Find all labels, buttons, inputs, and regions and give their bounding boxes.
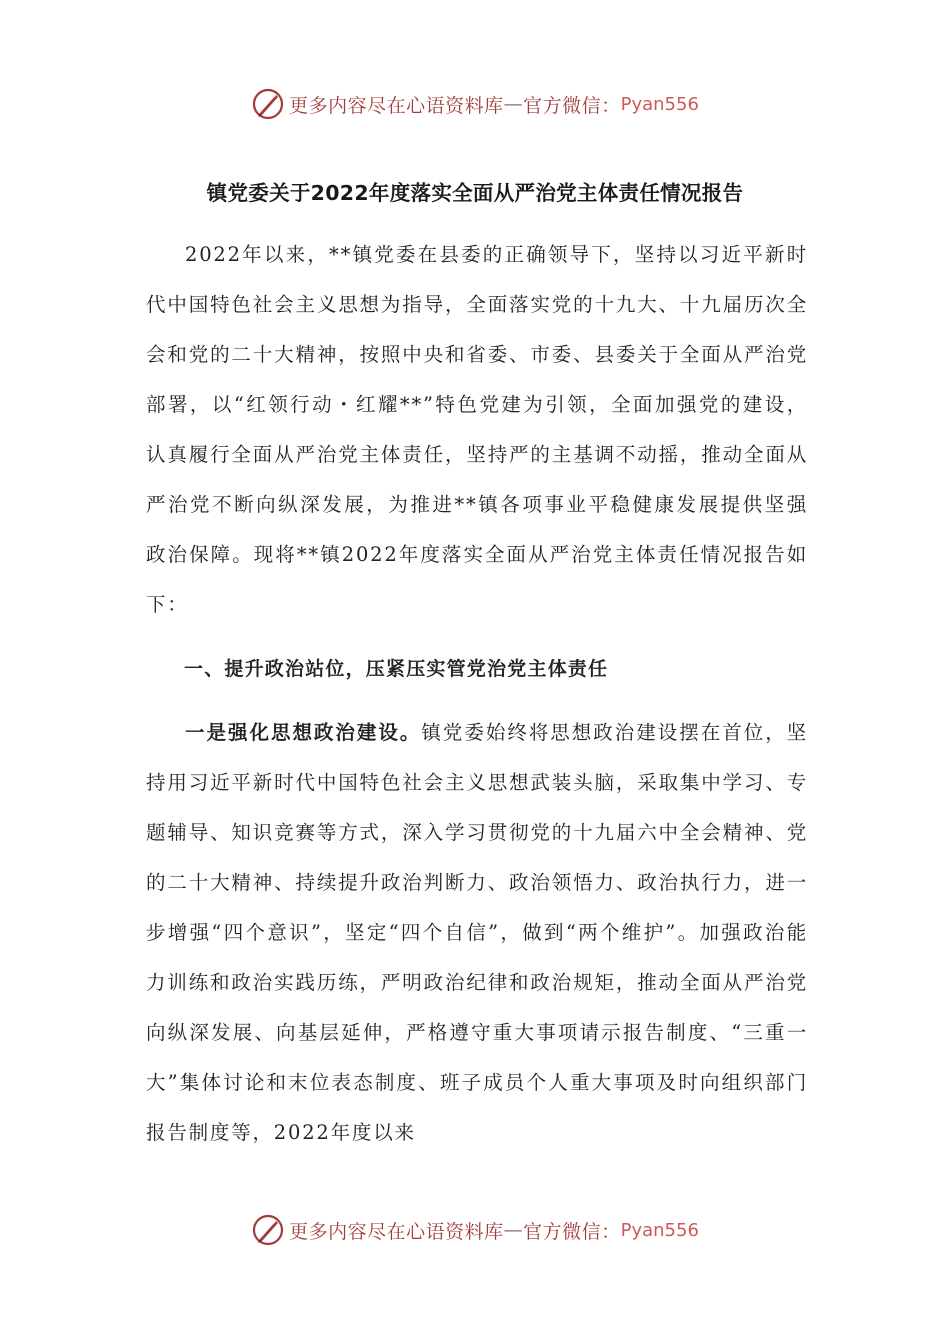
quill-pen-logo-icon (251, 1213, 285, 1247)
section1-paragraph-lead: 一是强化思想政治建设。 (185, 721, 422, 744)
section-heading-1: 一、提升政治站位，压紧压实管党治党主体责任 (184, 658, 609, 680)
section1-paragraph (146, 698, 808, 1158)
section1-paragraph-body: 镇党委始终将思想政治建设摆在首位，坚持用习近平新时代中国特色社会主义思想武装头脑，采取集中学习、专题辅导、知识竞赛等方式，深入学习贯彻党的十九届六中全会精神、党的二十大精神、持续提升政治判断力、政治领悟力、政治执行力，进一步增强“四个意识”，坚定“四个自信”，做到“两个维护”。加强政治能力训练和政治实践历练，严明政治纪律和政治规矩，推动全面从严治党向纵深发展、向基层延伸，严格遵守重大事项请示报告制度、“三重一大”集体讨论和末位表态制度、班子成员个人重大事项及时向组织部门报告制度等，2022年度以来 (146, 721, 808, 1144)
banner-separator: — (503, 93, 524, 115)
banner-separator: — (503, 1219, 524, 1241)
banner-site-text: 更多内容尽在心语资料库 (289, 1220, 504, 1243)
intro-paragraph: 2022年以来，**镇党委在县委的正确领导下，坚持以习近平新时代中国特色社会主义思想为指导，全面落实党的十九大、十九届历次全会和党的二十大精神，按照中央和省委、市委、县委关于全面从严治党部署，以“红领行动・红耀**”特色党建为引领，全面加强党的建设，认真履行全面从严治党主体责任，坚持严的主基调不动摇，推动全面从严治党不断向纵深发展，为推进**镇各项事业平稳健康发展提供坚强政治保障。现将**镇2022年度落实全面从严治党主体责任情况报告如下： (146, 243, 808, 616)
document-title: 镇党委关于2022年度落实全面从严治党主体责任情况报告 (206, 181, 744, 205)
banner-wechat-id: Pyan556 (620, 93, 699, 115)
banner-wechat-id: Pyan556 (620, 1219, 699, 1241)
quill-pen-logo-icon (251, 87, 285, 121)
banner-site-text: 更多内容尽在心语资料库 (289, 94, 504, 117)
banner-wechat-label: 官方微信： (523, 94, 621, 117)
header-banner (0, 84, 950, 124)
footer-banner (0, 1210, 950, 1250)
document-body (146, 230, 808, 1158)
banner-wechat-label: 官方微信： (523, 1220, 621, 1243)
